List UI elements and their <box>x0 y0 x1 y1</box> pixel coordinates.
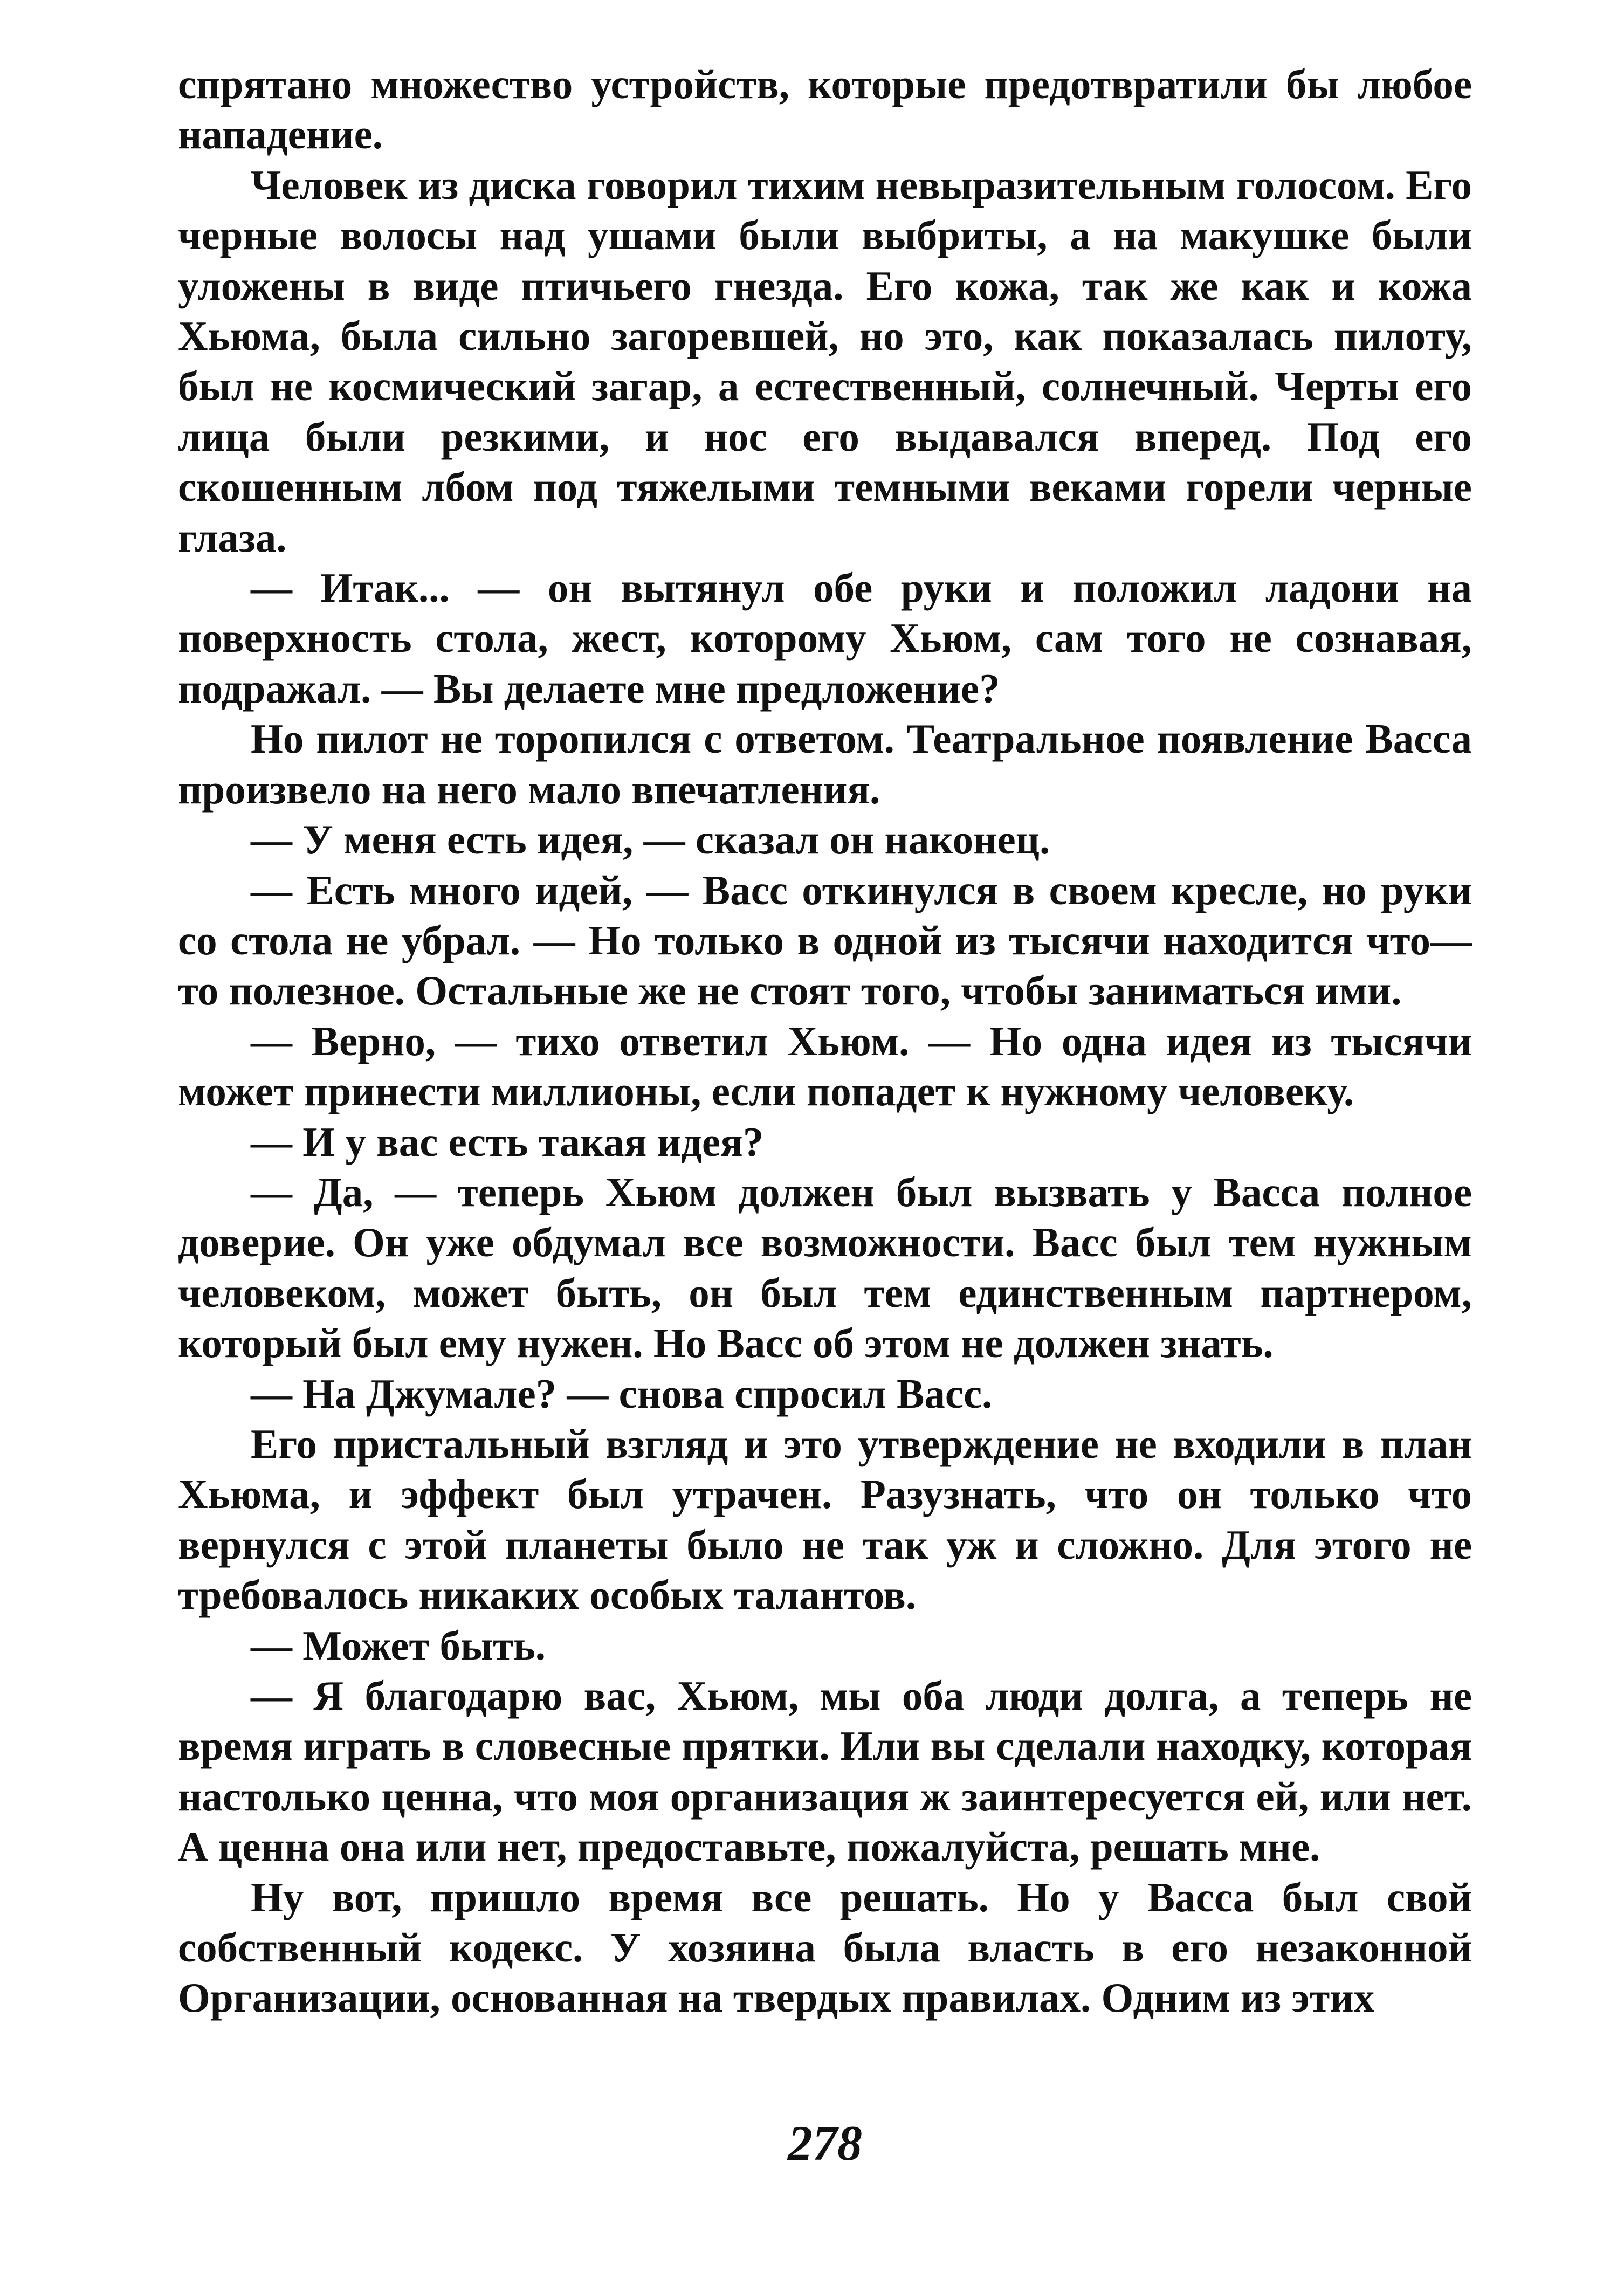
paragraph: — Я благодарю вас, Хьюм, мы оба люди долга, а теперь не время играть в словесные прятки. Или вы сделали находку, которая настолько ценна, что моя организация ж заинтересуется ей, или нет. А ценна она или нет, предоставьте, пожалуйста, решать мне. <box>178 1672 1472 1870</box>
paragraph: Ну вот, пришло время все решать. Но у Васса был свой собственный кодекс. У хозяина была власть в его незаконной Организации, основанная на твердых правилах. Одним из этих <box>178 1874 1472 2021</box>
paragraph: — У меня есть идея, — сказал он наконец. <box>251 816 1050 863</box>
paragraph: — Может быть. <box>251 1622 546 1669</box>
page-number: 278 <box>788 2116 862 2171</box>
book-page <box>178 59 1472 2194</box>
paragraph: — Верно, — тихо ответил Хьюм. — Но одна идея из тысячи может принести миллионы, если попадет к нужному человеку. <box>178 1017 1472 1115</box>
paragraph: — Да, — теперь Хьюм должен был вызвать у Васса полное доверие. Он уже обдумал все возможности. Васс был тем нужным человеком, может быть, он был тем единственным партнером, который был ему нужен. Но Васс об этом не должен знать. <box>178 1168 1472 1367</box>
paragraph: спрятано множество устройств, которые предотвратили бы любое нападение. <box>178 61 1472 158</box>
paragraph: — Итак... — он вытянул обе руки и положил ладони на поверхность стола, жест, которому Хьюм, сам того не сознавая, подражал. — Вы делаете мне предложение? <box>178 564 1472 712</box>
paragraph: Человек из диска говорил тихим невыразительным голосом. Его черные волосы над ушами были выбриты, а на макушке были уложены в виде птичьего гнезда. Его кожа, так же как и кожа Хьюма, была сильно загоревшей, но это, как показалась пилоту, был не космический загар, а естественный, солнечный. Черты его лица были резкими, и нос его выдавался вперед. Под его скошенным лбом под тяжелыми темными веками горели черные глаза. <box>178 161 1472 561</box>
paragraph: Его пристальный взгляд и это утверждение не входили в план Хьюма, и эффект был утрачен. Разузнать, что он только что вернулся с этой планеты было не так уж и сложно. Для этого не требовалось никаких особых талантов. <box>178 1420 1472 1619</box>
paragraph: — Есть много идей, — Васс откинулся в своем кресле, но руки со стола не убрал. — Но только в одной из тысячи находится что—то полезное. Остальные же не стоят того, чтобы заниматься ими. <box>178 866 1472 1014</box>
paragraph: Но пилот не торопился с ответом. Театральное появление Васса произвело на него мало впечатления. <box>178 715 1472 813</box>
paragraph: — На Джумале? — снова спросил Васс. <box>251 1370 993 1417</box>
body-text <box>178 59 1472 2023</box>
paragraph: — И у вас есть такая идея? <box>251 1118 764 1165</box>
